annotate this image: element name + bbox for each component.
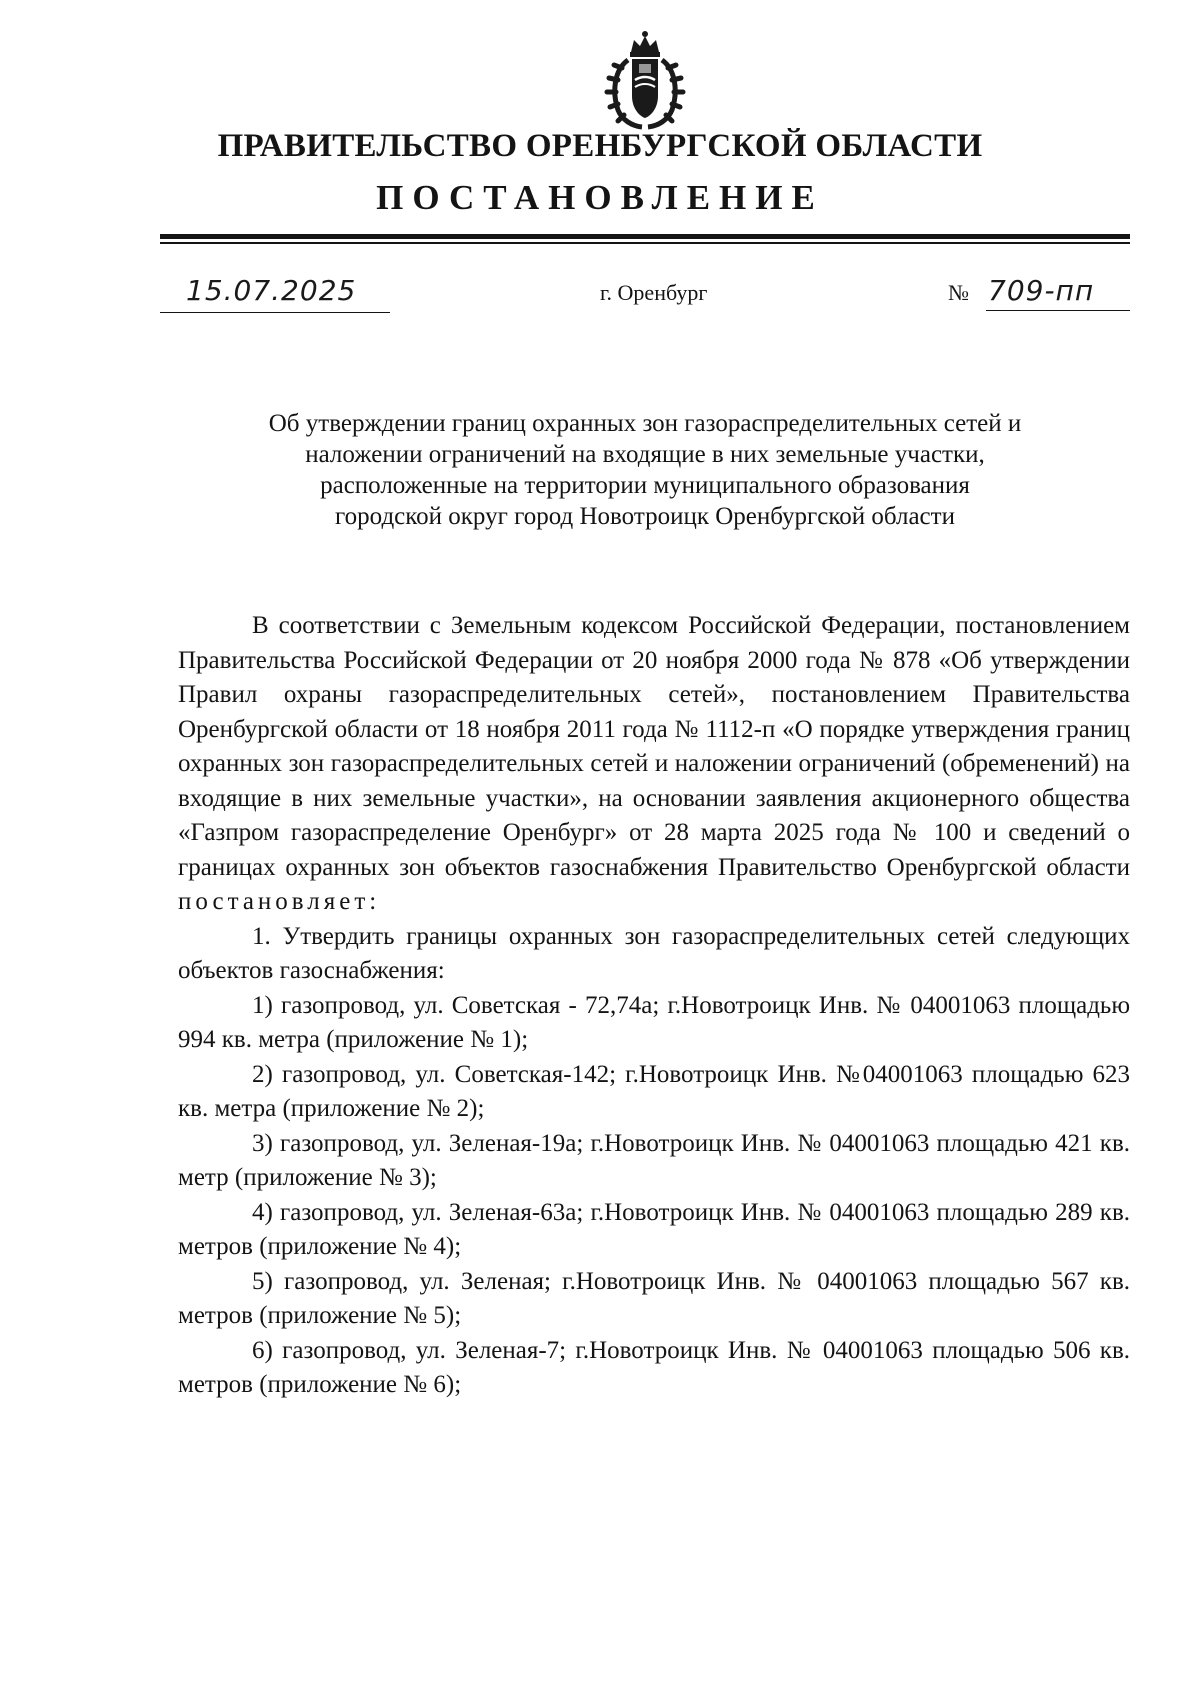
document-number-block	[948, 276, 1130, 312]
document-number: 709-пп	[988, 274, 1095, 307]
document-city: г. Оренбург	[600, 280, 708, 305]
orenburg-coat-of-arms-icon	[604, 30, 686, 130]
list-item: 1) газопровод, ул. Советская - 72,74а; г.Новотроицк Инв. № 04001063 площадью 994 кв. метра (приложение № 1);	[178, 991, 1130, 1053]
heading-line: расположенные на территории муниципального образования	[320, 472, 970, 499]
number-field	[986, 276, 1130, 311]
document-heading	[160, 408, 1130, 532]
list-item: 2) газопровод, ул. Советская-142; г.Новотроицк Инв. №04001063 площадью 623 кв. метра (приложение № 2);	[178, 1060, 1130, 1122]
header-rule-thin	[160, 242, 1130, 244]
number-label: №	[948, 280, 969, 305]
preamble-text: В соответствии с Земельным кодексом Российской Федерации, постановлением Правительства Российской Федерации от 20 ноября 2000 года № 878 «Об утверждении Правил охраны газораспределительных сетей», постановлением Правительства Оренбургской области от 18 ноября 2011 года № 1112-п «О порядке утверждения границ охранных зон газораспределительных сетей и наложении ограничений (обременений) на входящие в них земельные участки», на основании заявления акционерного общества «Газпром газораспределение Оренбург» от 28 марта 2025 года № 100 и сведений о границах охранных зон объектов газоснабжения Правительство Оренбургской области	[178, 612, 1130, 881]
document-date: 15.07.2025	[186, 274, 357, 307]
list-item: 4) газопровод, ул. Зеленая-63а; г.Новотроицк Инв. № 04001063 площадью 289 кв. метров (приложение № 4);	[178, 1198, 1130, 1260]
preamble-verb: постановляет:	[178, 888, 381, 915]
government-title: ПРАВИТЕЛЬСТВО ОРЕНБУРГСКОЙ ОБЛАСТИ	[217, 128, 983, 164]
date-field	[160, 276, 390, 313]
heading-line: городской округ город Новотроицк Оренбургской области	[335, 503, 955, 530]
list-item: 6) газопровод, ул. Зеленая-7; г.Новотроицк Инв. № 04001063 площадью 506 кв. метров (приложение № 6);	[178, 1336, 1130, 1398]
heading-line: наложении ограничений на входящие в них земельные участки,	[305, 441, 985, 468]
list-item: 3) газопровод, ул. Зеленая-19а; г.Новотроицк Инв. № 04001063 площадью 421 кв. метр (приложение № 3);	[178, 1129, 1130, 1191]
preamble-paragraph	[178, 609, 1130, 920]
list-item: 5) газопровод, ул. Зеленая; г.Новотроицк Инв. № 04001063 площадью 567 кв. метров (приложение № 5);	[178, 1267, 1130, 1329]
document-meta-row	[160, 276, 1130, 320]
clause-1-paragraph: 1. Утвердить границы охранных зон газораспределительных сетей следующих объектов газоснабжения:	[178, 922, 1130, 984]
document-type: ПОСТАНОВЛЕНИЕ	[376, 178, 824, 217]
header-rule-thick	[160, 234, 1130, 239]
document-body	[178, 609, 1130, 1403]
heading-line: Об утверждении границ охранных зон газораспределительных сетей и	[268, 410, 1022, 437]
